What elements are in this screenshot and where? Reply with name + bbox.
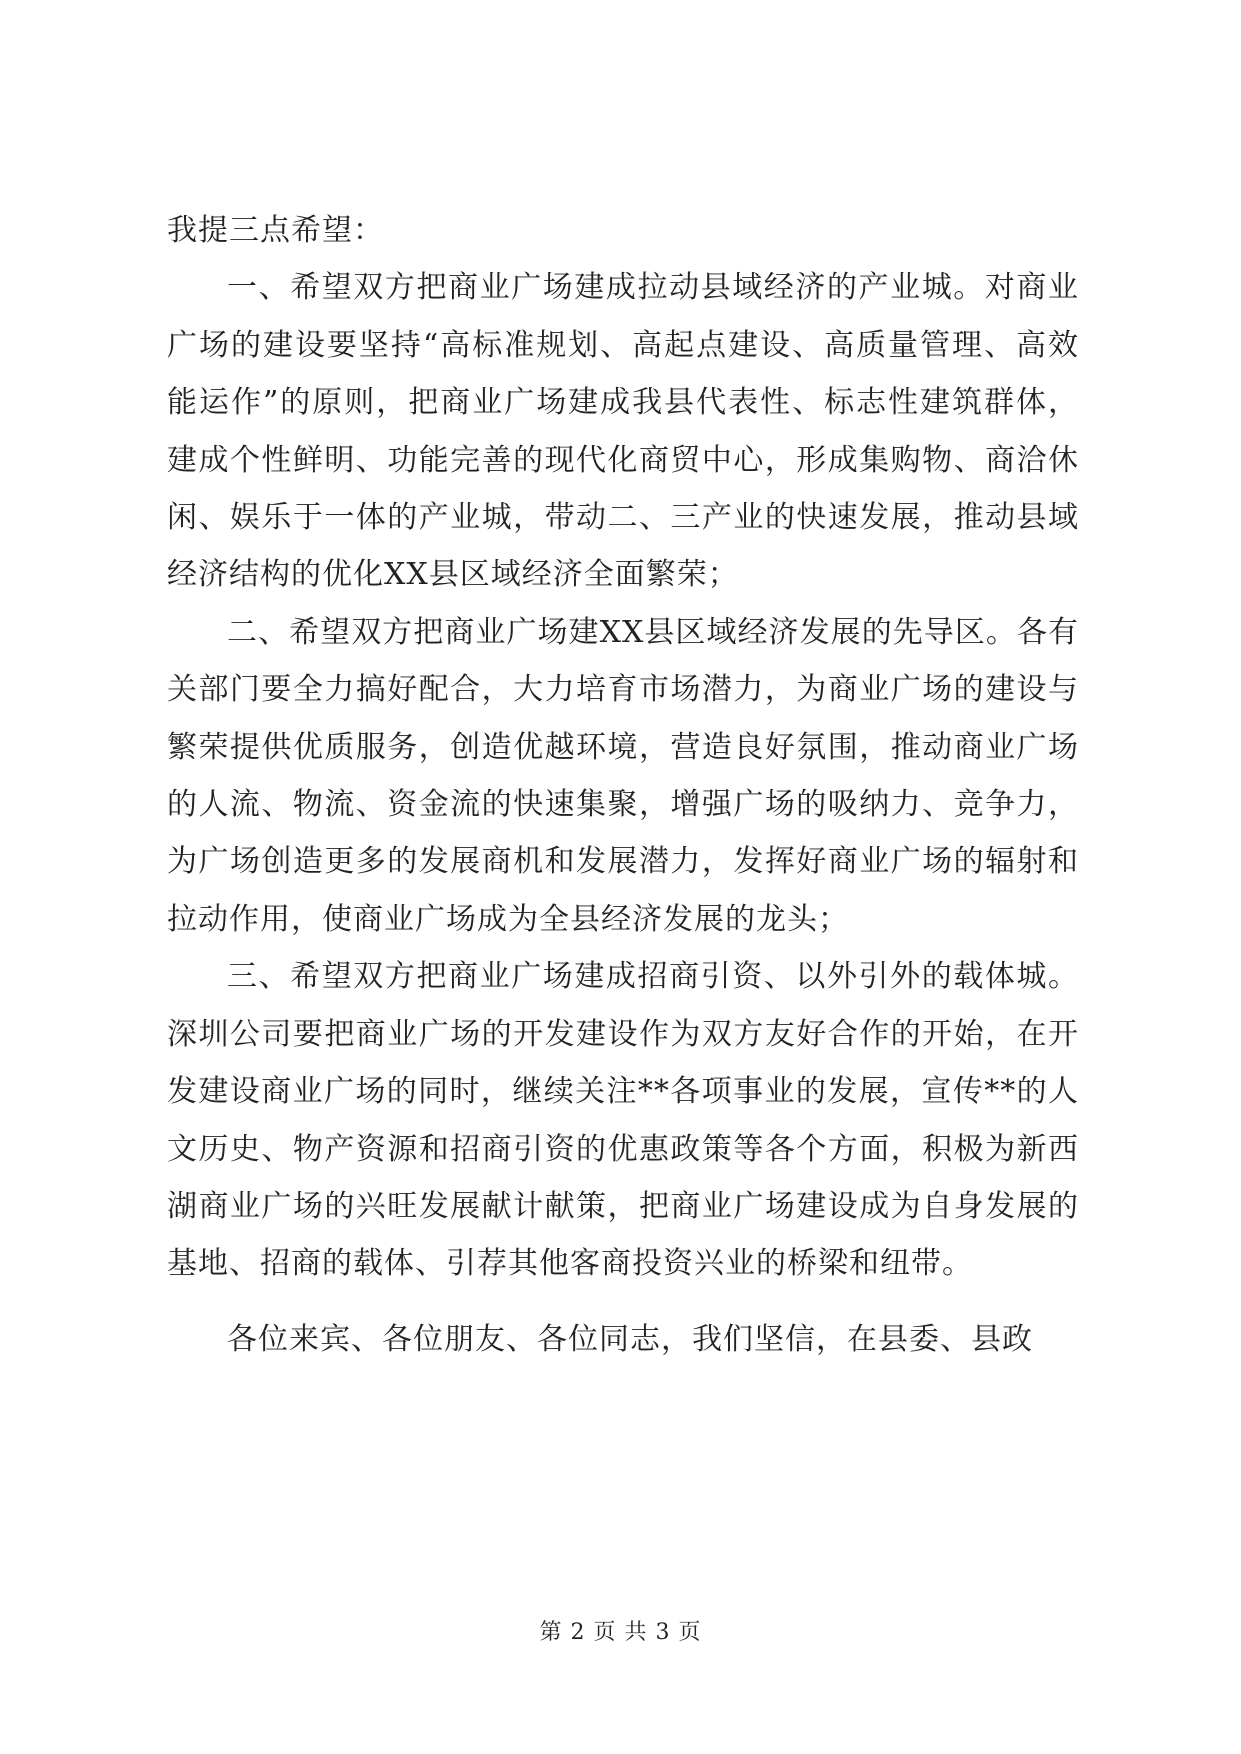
paragraph-closing: 各位来宾、各位朋友、各位同志，我们坚信，在县委、县政: [227, 1321, 1033, 1357]
paragraph-intro: 我提三点希望：: [167, 213, 384, 248]
paragraph-hope-3: 三、希望双方把商业广场建成招商引资、以外引外的载体城。深圳公司要把商业广场的开发建设作为双方友好合作的开始，在开发建设商业广场的同时，继续关注**各项事业的发展，宣传**的人文历史、物产资源和招商引资的优惠政策等各个方面，积极为新西湖商业广场的兴旺发展献计献策，把商业广场建设成为自身发展的基地、招商的载体、引荐其他客商投资兴业的桥梁和纽带。: [167, 959, 1079, 1282]
document-body: [167, 202, 1079, 1368]
page-number-footer: 第 2 页 共 3 页: [539, 1620, 702, 1645]
paragraph-hope-1: 一、希望双方把商业广场建成拉动县域经济的产业城。对商业广场的建设要坚持“高标准规划、高起点建设、高质量管理、高效能运作”的原则，把商业广场建成我县代表性、标志性建筑群体，建成个性鲜明、功能完善的现代化商贸中心，形成集购物、商洽休闲、娱乐于一体的产业城，带动二、三产业的快速发展，推动县域经济结构的优化XX县区域经济全面繁荣；: [167, 270, 1079, 593]
paragraph-hope-2: 二、希望双方把商业广场建XX县区域经济发展的先导区。各有关部门要全力搞好配合，大力培育市场潜力，为商业广场的建设与繁荣提供优质服务，创造优越环境，营造良好氛围，推动商业广场的人流、物流、资金流的快速集聚，增强广场的吸纳力、竞争力，为广场创造更多的发展商机和发展潜力，发挥好商业广场的辐射和拉动作用，使商业广场成为全县经济发展的龙头；: [167, 614, 1079, 937]
